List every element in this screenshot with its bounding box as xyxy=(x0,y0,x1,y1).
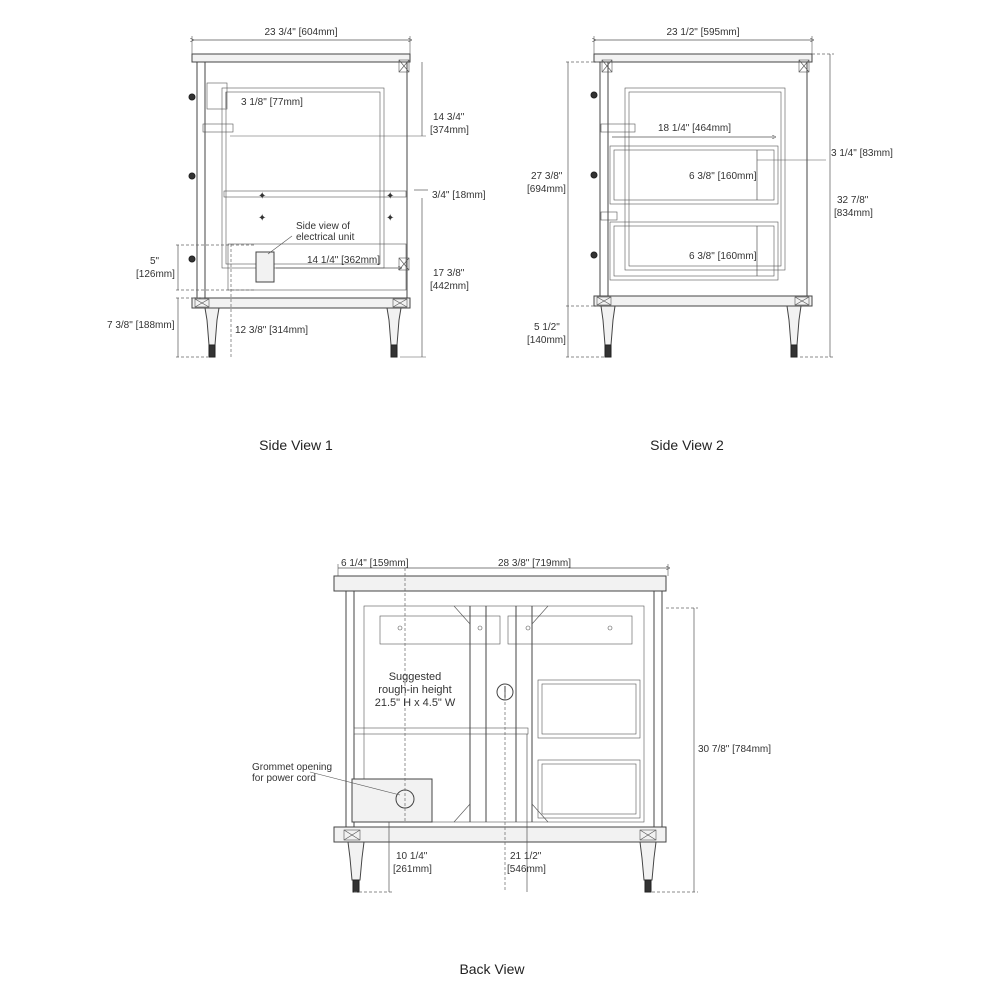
side1-lower-height-label: 17 3/8" xyxy=(433,268,465,279)
side2-overall-height-label: 32 7/8" xyxy=(837,195,869,206)
side1-lower-height-mm-label: [442mm] xyxy=(430,281,469,292)
back-rough-in-note-line3: 21.5" H x 4.5" W xyxy=(374,697,456,709)
back-grommet-note-line1: Grommet opening xyxy=(252,762,333,773)
side2-drawer-depth-label: 18 1/4" [464mm] xyxy=(658,123,732,134)
back-overall-height-label: 30 7/8" [784mm] xyxy=(698,744,772,755)
back-grommet-height-label: 10 1/4" xyxy=(396,851,428,862)
back-right-width-label: 28 3/8" [719mm] xyxy=(498,558,572,569)
svg-text:✦: ✦ xyxy=(258,191,267,202)
side2-overall-height-mm-label: [834mm] xyxy=(834,208,873,219)
side2-drawer-gap-label: 3 1/4" [83mm] xyxy=(831,148,893,159)
back-center-height-label: 21 1/2" xyxy=(510,851,542,862)
back-caption: Back View xyxy=(459,961,525,977)
side-view-1 xyxy=(107,27,486,453)
side1-electrical-width-label: 14 1/4" [362mm] xyxy=(307,255,381,266)
side-view-2 xyxy=(527,27,893,453)
side1-electrical-note-line2: electrical unit xyxy=(296,232,355,243)
svg-text:✦: ✦ xyxy=(258,213,267,224)
back-rough-in-note-line2: rough-in height xyxy=(378,684,452,696)
back-center-height-mm-label: [546mm] xyxy=(507,864,546,875)
side2-cabinet-height-mm-label: [694mm] xyxy=(527,184,566,195)
svg-text:✦: ✦ xyxy=(386,213,395,224)
side2-top-width-label: 23 1/2" [595mm] xyxy=(666,27,740,38)
side1-caption: Side View 1 xyxy=(259,437,333,453)
back-rough-in-note-line1: Suggested xyxy=(388,671,442,683)
side1-electrical-note-line1: Side view of xyxy=(296,221,350,232)
side1-leg-offset-label: 12 3/8" [314mm] xyxy=(235,325,309,336)
back-view xyxy=(252,558,771,977)
side1-electrical-height-mm-label: [126mm] xyxy=(136,269,175,280)
back-left-offset-label: 6 1/4" [159mm] xyxy=(341,558,409,569)
side1-upper-height-label: 14 3/4" xyxy=(433,112,465,123)
side1-electrical-height-label: 5" xyxy=(150,256,160,267)
side1-shelf-thickness-label: 3/4" [18mm] xyxy=(432,190,486,201)
side1-top-width-label: 23 3/4" [604mm] xyxy=(264,27,338,38)
side2-cabinet-height-label: 27 3/8" xyxy=(531,171,563,182)
side2-leg-height-label: 5 1/2" xyxy=(534,322,560,333)
side1-upper-height-mm-label: [374mm] xyxy=(430,125,469,136)
side2-upper-drawer-height-label: 6 3/8" [160mm] xyxy=(689,171,757,182)
side1-leg-height-label: 7 3/8" [188mm] xyxy=(107,320,175,331)
side2-caption: Side View 2 xyxy=(650,437,724,453)
back-grommet-note-line2: for power cord xyxy=(252,773,316,784)
side2-lower-drawer-height-label: 6 3/8" [160mm] xyxy=(689,251,757,262)
svg-text:✦: ✦ xyxy=(386,191,395,202)
side1-drawer-offset-label: 3 1/8" [77mm] xyxy=(241,97,303,108)
side2-leg-height-mm-label: [140mm] xyxy=(527,335,566,346)
back-grommet-height-mm-label: [261mm] xyxy=(393,864,432,875)
